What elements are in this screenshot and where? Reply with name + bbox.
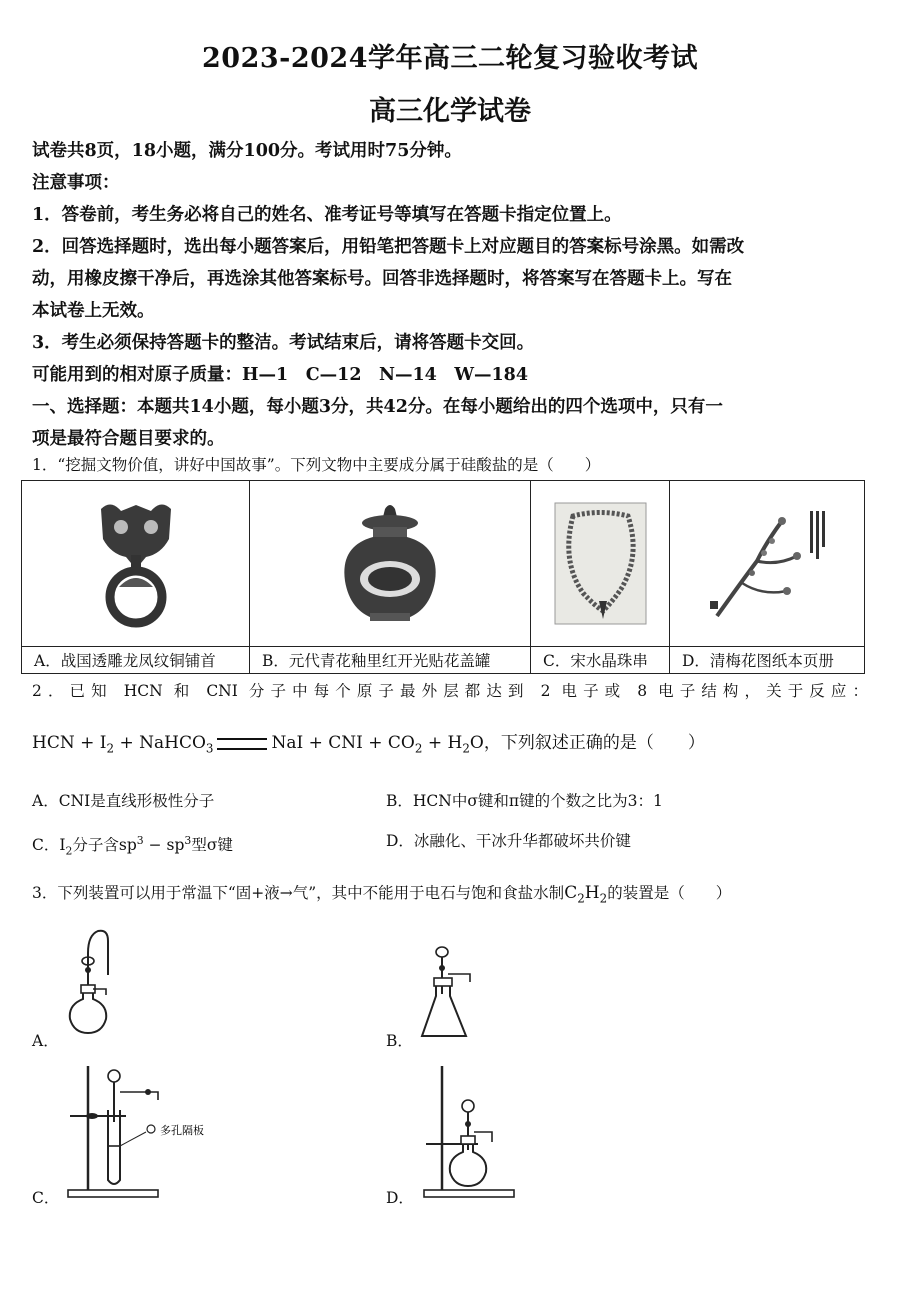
apparatus-c-label[interactable]: C． [32,1189,60,1207]
question-1-stem: 1．“挖掘文物价值，讲好中国故事”。下列文物中主要成分属于硅酸盐的是（ ） [32,456,601,474]
eq-sub: 2 [106,741,115,756]
q2-option-c[interactable] [32,831,233,861]
apparatus-a-label[interactable]: A． [32,1032,59,1050]
q2-option-b[interactable]: B．HCN中σ键和π键的个数之比为3：1 [386,792,663,810]
question-2-stem: 2．已知 HCN 和 CNI 分子中每个原子最外层都达到 2 电子或 8 电子结构，关于反应： [32,682,868,700]
relics-table [21,480,865,674]
apparatus-d-label[interactable]: D． [386,1189,414,1207]
q2-c-part: C．I [32,836,66,855]
q2-c-sup: 3 [136,834,144,847]
q2-option-d[interactable]: D．冰融化、干冰升华都破坏共价键 [386,832,631,850]
section-heading-line-1: 一、选择题：本题共14小题，每小题3分，共42分。在每小题给出的四个选项中，只有一 [32,397,723,417]
crystal-bead-necklace-icon [553,501,648,626]
relic-c-cell [531,481,670,647]
eq-sub: 2 [414,741,423,756]
eq-rhs-3: O，下列叙述正确的是（ ） [469,733,705,753]
equals-sign [217,738,267,750]
plum-blossom-painting-icon [702,501,832,626]
eq-lhs: HCN + I [32,733,107,753]
q3-formula-sub: 2 [599,891,608,906]
note-1: 1．答卷前，考生务必将自己的姓名、准考证号等填写在答题卡指定位置上。 [32,205,622,225]
eq-rhs-2: + H [422,733,463,753]
porous-plate-label: 多孔隔板 [160,1124,204,1137]
round-flask-funnel-icon [62,925,122,1037]
q3-formula [564,883,608,906]
relic-a-cell [22,481,250,647]
q2-c-part: 分子含sp [72,836,137,855]
intro-line: 试卷共8页，18小题，满分100分。考试用时75分钟。 [32,141,462,161]
q3-stem-a: 3．下列装置可以用于常温下“固+液→气”，其中不能用于电石与饱和食盐水制 [32,884,565,902]
option-d[interactable]: D．清梅花图纸本页册 [670,647,865,674]
note-2-line-3: 本试卷上无效。 [32,301,155,321]
relic-b-cell [250,481,531,647]
relic-d-cell [670,481,865,647]
section-heading-line-2: 项是最符合题目要求的。 [32,429,225,449]
eq-rhs: NaI + CNI + CO [271,733,415,753]
q2-option-a[interactable]: A．CNI是直线形极性分子 [32,792,215,810]
q2-c-part: 型σ键 [191,836,233,855]
exam-subtitle: 高三化学试卷 [369,96,531,127]
test-tube-porous-plate-icon [68,1066,158,1197]
apparatus-b-label[interactable]: B． [386,1032,413,1050]
conical-flask-funnel-icon [422,947,470,1036]
notice-heading: 注意事项： [32,173,120,193]
covered-jar-icon [335,501,445,626]
eq-sub: 3 [205,741,214,756]
option-a[interactable]: A．战国透雕龙凤纹铜铺首 [22,647,250,674]
option-b[interactable]: B．元代青花釉里红开光贴花盖罐 [250,647,531,674]
q2-c-sub: 2 [65,844,73,858]
question-3-stem [32,883,731,908]
q2-c-part: − sp [143,836,185,855]
eq-sub: 2 [462,741,470,756]
q3-formula-h: H [584,883,600,903]
note-2-line-2: 动，用橡皮擦干净后，再选涂其他答案标号。回答非选择题时，将答案写在答题卡上。写在 [32,269,732,289]
atomic-masses: 可能用到的相对原子质量：H—1 C—12 N—14 W—184 [32,365,529,385]
option-c[interactable]: C．宋水晶珠串 [531,647,670,674]
q2-c-sup: 3 [184,834,192,847]
q3-formula-c: C [564,883,578,903]
stand-flask-funnel-icon [418,1062,518,1200]
q3-stem-b: 的装置是（ ） [607,884,732,902]
q3-formula-sub: 2 [577,891,585,906]
bronze-door-knocker-icon [91,499,181,629]
eq-lhs-2: + NaHCO [114,733,206,753]
note-3: 3．考生必须保持答题卡的整洁。考试结束后，请将答题卡交回。 [32,333,535,353]
reaction-equation [32,733,705,758]
exam-title: 2023-2024学年高三二轮复习验收考试 [202,43,698,74]
note-2-line-1: 2．回答选择题时，选出每小题答案后，用铅笔把答题卡上对应题目的答案标号涂黑。如需改 [32,237,745,257]
